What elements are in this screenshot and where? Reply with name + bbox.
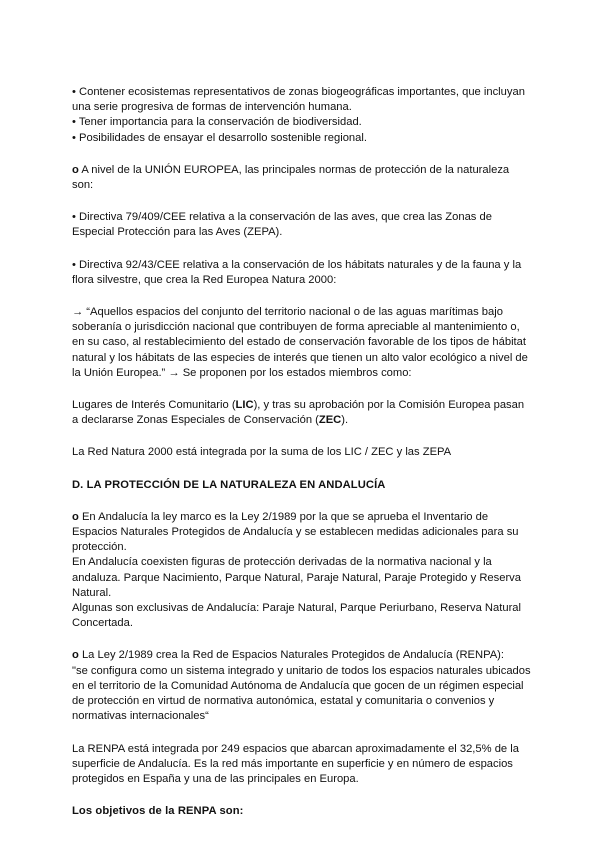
- natura-quote: → “Aquellos espacios del conjunto del territorio nacional o de las aguas marítimas bajo soberanía o jurisdicción nacional que contribuyen de forma apreciable al mantenimiento o, en su caso, al restablecimiento del estado de conservación favorable de los tipos de hábitat natural y los hábitats de las especies de interés que tienen un alto valor ecológico a nivel de la Unión Europea.” → Se proponen por los estados miembros como:: [72, 306, 528, 379]
- list-marker: o: [72, 163, 79, 176]
- lic-abbr: LIC: [235, 399, 254, 412]
- lic-text-3: ).: [341, 414, 349, 427]
- paragraph-exclusivas: Algunas son exclusivas de Andalucía: Paraje Natural, Parque Periurbano, Reserva Natural Concertada.: [72, 602, 521, 630]
- paragraph-ley-marco: [72, 510, 532, 556]
- list-marker: o: [72, 649, 79, 662]
- lic-text-1: Lugares de Interés Comunitario (: [72, 399, 236, 412]
- directive-habitats: • Directiva 92/43/CEE relativa a la conservación de los hábitats naturales y de la fauna y la flora silvestre, que crea la Red Europea Natura 2000:: [72, 258, 522, 286]
- zec-abbr: ZEC: [318, 414, 342, 427]
- union-europea-text: A nivel de la UNIÓN EUROPEA, las principales normas de protección de la naturaleza son:: [72, 163, 510, 192]
- ley-marco-text: En Andalucía la ley marco es la Ley 2/1989 por la que se aprueba el Inventario de Espacios Naturales Protegidos de Andalucía y se establecen medidas adicionales para su protección.: [72, 510, 519, 554]
- objectives-heading: Los objetivos de la RENPA son:: [72, 805, 244, 818]
- paragraph-union-europea: [72, 163, 532, 193]
- paragraph-renpa: [72, 648, 532, 663]
- section-heading: D. LA PROTECCIÓN DE LA NATURALEZA EN ANDALUCÍA: [72, 478, 386, 491]
- directive-aves: • Directiva 79/409/CEE relativa a la conservación de las aves, que crea las Zonas de Especial Protección para las Aves (ZEPA).: [72, 211, 492, 239]
- document-body: [72, 85, 532, 819]
- lic-text-2: ), y tras su aprobación por la Comisión Europea pasan a declararse Zonas Especiales de Conservación (: [72, 399, 525, 427]
- list-marker: o: [72, 510, 79, 523]
- paragraph-renpa-stats: La RENPA está integrada por 249 espacios que abarcan aproximadamente el 32,5% de la superficie de Andalucía. Es la red más importante en superficie y en número de espacios protegidos en España y una de las principales en Europa.: [72, 742, 519, 785]
- renpa-quote: "se configura como un sistema integrado y unitario de todos los espacios naturales ubicados en el territorio de la Comunidad Autónoma de Andalucía que gocen de un régimen especial de protección en virtud de normativa autonómica, estatal y comunitaria o convenios y normativas internacionales“: [72, 664, 531, 723]
- bullet-ecosystems: • Contener ecosistemas representativos de zonas biogeográficas importantes, que incluyan una serie progresiva de formas de intervención humana.: [72, 86, 525, 114]
- renpa-text: La Ley 2/1989 crea la Red de Espacios Naturales Protegidos de Andalucía (RENPA):: [78, 649, 505, 662]
- paragraph-figuras: En Andalucía coexisten figuras de protección derivadas de la normativa nacional y la andaluza. Parque Nacimiento, Parque Natural, Paraje Natural, Paraje Protegido y Reserva Natural.: [72, 556, 521, 599]
- bullet-biodiversity: • Tener importancia para la conservación de biodiversidad.: [72, 116, 362, 129]
- bullet-sustainable: • Posibilidades de ensayar el desarrollo sostenible regional.: [72, 131, 367, 144]
- paragraph-natura-2000: La Red Natura 2000 está integrada por la suma de los LIC / ZEC y las ZEPA: [72, 446, 452, 459]
- paragraph-lic-zec: [72, 398, 532, 428]
